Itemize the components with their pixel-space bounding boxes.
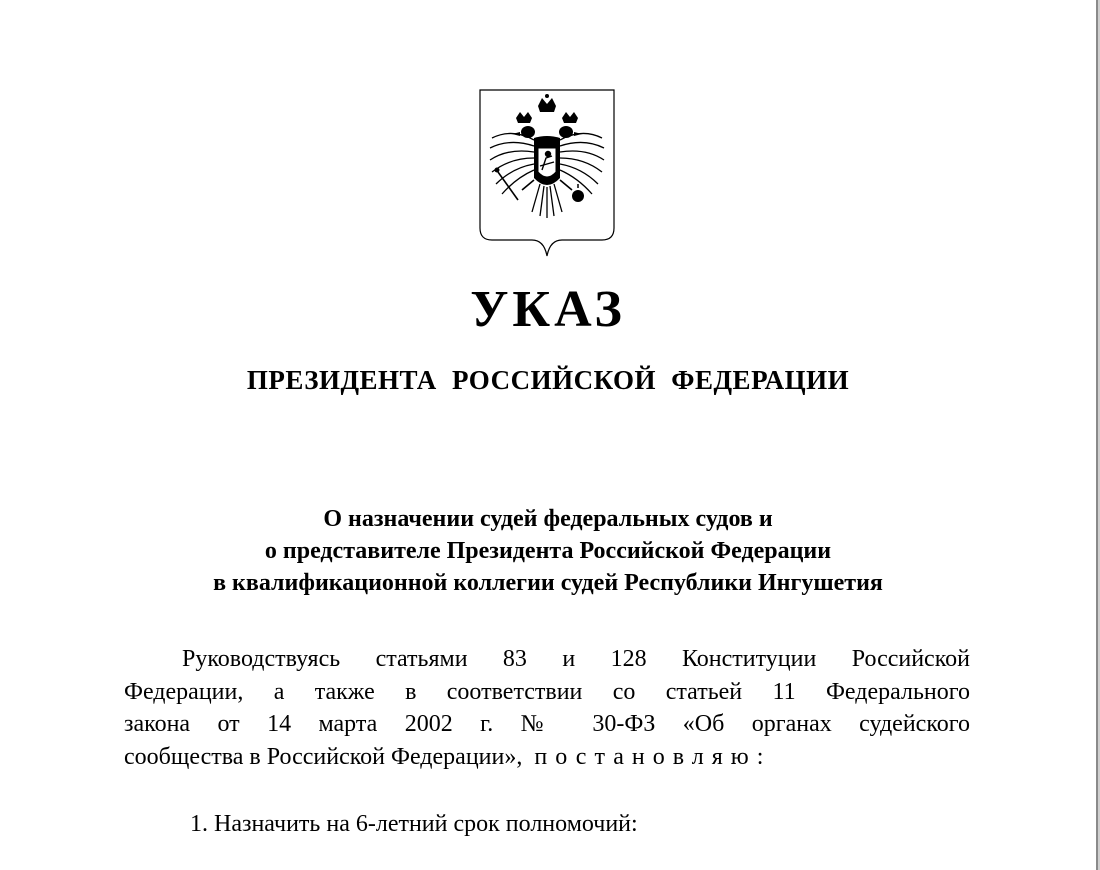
heading-line: о представителе Президента Российской Федерации <box>264 538 832 564</box>
decree-heading <box>0 503 1096 599</box>
preamble-line-last <box>124 741 970 774</box>
preamble-line: Федерации, а также в соответствии со статьей 11 Федерального <box>124 678 970 705</box>
document-title: УКАЗ <box>470 281 626 338</box>
preamble-line: Руководствуясь статьями 83 и 128 Конституции Российской <box>182 646 970 672</box>
preamble-line: закона от 14 марта 2002 г. № 30-ФЗ «Об органах судейского <box>124 711 970 737</box>
preamble-line: сообщества в Российской Федерации», <box>124 743 523 770</box>
heading-line: в квалификационной коллегии судей Республики Ингушетия <box>213 570 883 596</box>
preamble-paragraph <box>124 643 970 773</box>
heading-line: О назначении судей федеральных судов и <box>323 506 773 532</box>
item-1: 1. Назначить на 6-летний срок полномочий: <box>190 811 638 837</box>
decree-word: постановляю: <box>534 743 772 770</box>
coat-of-arms-icon <box>478 88 616 258</box>
document-subtitle: ПРЕЗИДЕНТА РОССИЙСКОЙ ФЕДЕРАЦИИ <box>246 365 850 395</box>
